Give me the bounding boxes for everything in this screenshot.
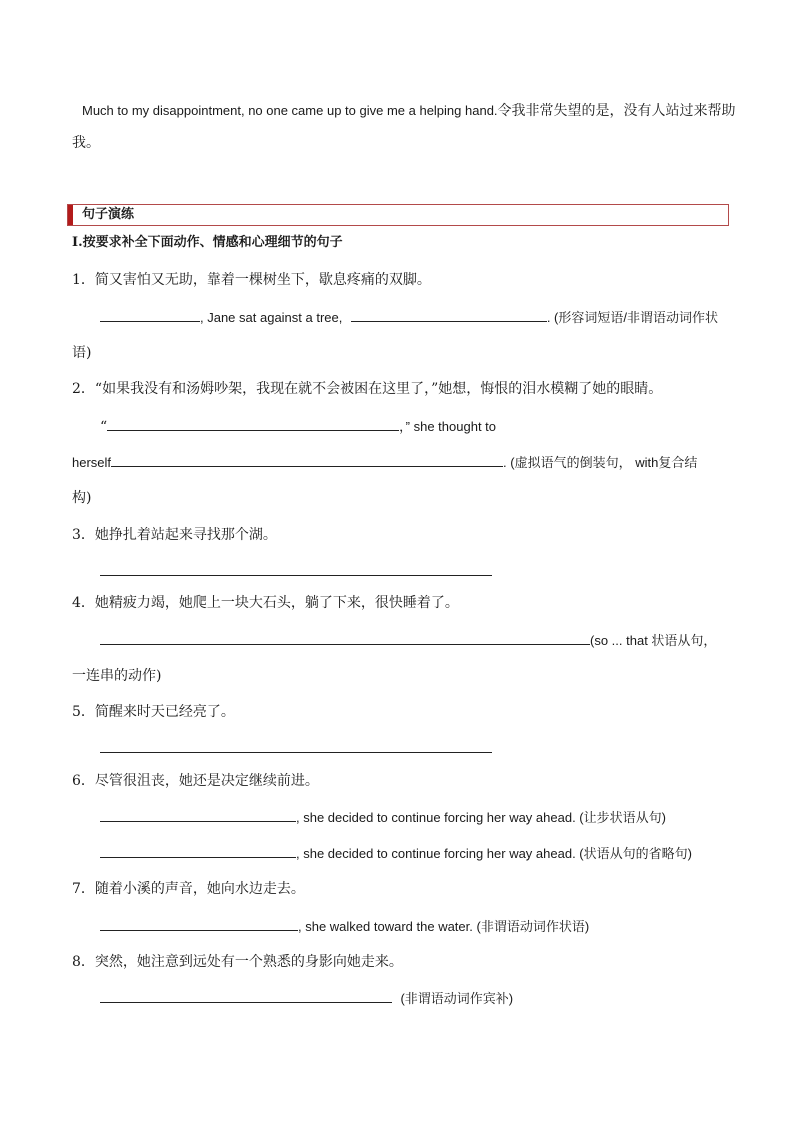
q1-blank-1[interactable] xyxy=(100,307,200,322)
q2-answer-line-1 xyxy=(100,416,496,437)
q6-answer-line-a xyxy=(100,807,666,828)
q6-blank-b[interactable] xyxy=(100,843,296,858)
q8-hint: (非谓语动词作宾补) xyxy=(400,991,514,1006)
section-title: 句子演练 xyxy=(82,207,135,222)
intro-line-2: 我。 xyxy=(72,135,100,151)
q8-blank[interactable] xyxy=(100,988,392,1003)
q8-answer-line xyxy=(100,988,513,1009)
intro-line-1 xyxy=(82,101,736,121)
q1-mid-text: , Jane sat against a tree, xyxy=(200,310,343,325)
q1-blank-2[interactable] xyxy=(351,307,547,322)
intro-english: Much to my disappointment, no one came up to give me a helping hand. xyxy=(82,103,498,118)
q6-text-b: , she decided to continue forcing her way ahead. (状语从句的省略句) xyxy=(296,846,692,861)
q2-hint-b: 构) xyxy=(72,490,92,506)
q7-blank[interactable] xyxy=(100,916,298,931)
q2-blank-2[interactable] xyxy=(111,452,503,467)
q2-prompt: 2．“如果我没有和汤姆吵架，我现在就不会被困在这里了，”她想，悔恨的泪水模糊了她的眼睛。 xyxy=(72,381,663,397)
q5-prompt: 5．简醒来时天已经亮了。 xyxy=(72,704,235,720)
q1-answer-line xyxy=(100,307,718,328)
q4-blank[interactable] xyxy=(100,630,590,645)
q2-close-text: ，” she thought to xyxy=(399,419,497,434)
q2-open-quote: “ xyxy=(100,419,108,435)
q2-blank-1[interactable] xyxy=(107,416,399,431)
q6-text-a: , she decided to continue forcing her way ahead. (让步状语从句) xyxy=(296,810,666,825)
q3-blank[interactable] xyxy=(100,561,492,576)
q2-answer-line-2 xyxy=(72,452,697,473)
q8-prompt: 8．突然，她注意到远处有一个熟悉的身影向她走来。 xyxy=(72,954,403,970)
q2-herself: herself xyxy=(72,455,112,470)
section-instruction: Ⅰ.按要求补全下面动作、情感和心理细节的句子 xyxy=(72,235,343,250)
q3-answer-line xyxy=(100,561,492,582)
intro-chinese: 令我非常失望的是，没有人站过来帮助 xyxy=(497,103,736,119)
q4-hint-a: (so ... that 状语从句， xyxy=(590,633,717,648)
q4-answer-line xyxy=(100,630,716,651)
q7-answer-line xyxy=(100,916,589,937)
q4-prompt: 4．她精疲力竭，她爬上一块大石头，躺了下来，很快睡着了。 xyxy=(72,595,459,611)
q3-prompt: 3．她挣扎着站起来寻找那个湖。 xyxy=(72,527,277,543)
q5-answer-line xyxy=(100,738,492,759)
q2-hint-a: . (虚拟语气的倒装句， with复合结 xyxy=(503,455,698,470)
q1-hint-a: . (形容词短语/非谓语动词作状 xyxy=(546,310,718,325)
section-header xyxy=(67,204,729,226)
q1-prompt: 1．简又害怕又无助，靠着一棵树坐下，歇息疼痛的双脚。 xyxy=(72,272,431,288)
section-accent-bar xyxy=(68,205,73,225)
q6-blank-a[interactable] xyxy=(100,807,296,822)
q7-prompt: 7．随着小溪的声音，她向水边走去。 xyxy=(72,881,305,897)
q6-answer-line-b xyxy=(100,843,692,864)
q1-hint-b: 语) xyxy=(72,345,92,361)
q6-prompt: 6．尽管很沮丧，她还是决定继续前进。 xyxy=(72,773,319,789)
q5-blank[interactable] xyxy=(100,738,492,753)
q4-hint-b: 一连串的动作) xyxy=(72,668,162,684)
q7-text: , she walked toward the water. (非谓语动词作状语) xyxy=(298,919,590,934)
